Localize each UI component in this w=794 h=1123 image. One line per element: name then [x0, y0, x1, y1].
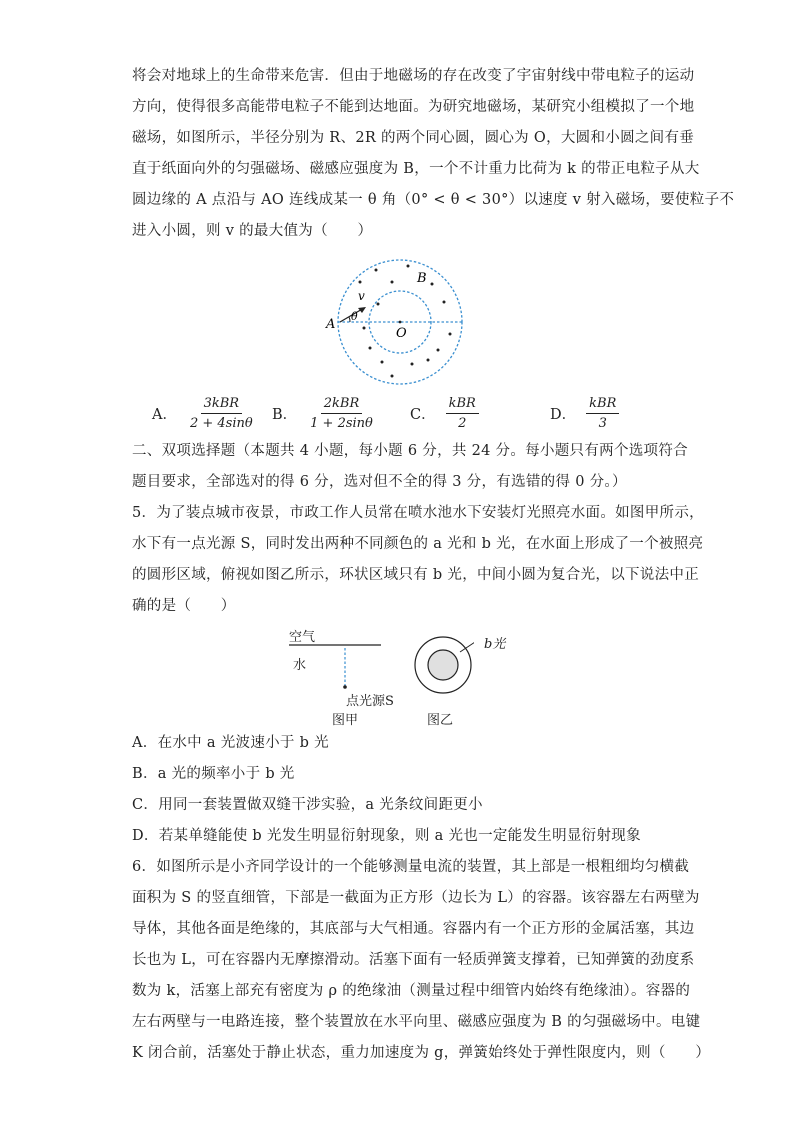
fraction-numerator: kBR [446, 396, 479, 414]
q4-line-3: 磁场，如图所示，半径分别为 R、2R 的两个同心圆，圆心为 O，大圆和小圆之间有垂 [132, 130, 695, 146]
q6-line-1: 6．如图所示是小齐同学设计的一个能够测量电流的装置，其上部是一根粗细均匀横截 [132, 859, 690, 875]
q4-option-d[interactable] [550, 396, 619, 431]
q6-line-7: K 闭合前，活塞处于静止状态，重力加速度为 g，弹簧始终处于弹性限度内，则（ ） [132, 1045, 711, 1061]
q5-line-4: 确的是（ ） [132, 598, 236, 614]
inner-disc [428, 650, 458, 680]
fraction-denominator: 1 + 2sinθ [310, 416, 373, 431]
fraction-denominator: 3 [598, 416, 607, 431]
fraction-denominator: 2 + 4sinθ [189, 416, 253, 431]
option-fraction [307, 396, 376, 431]
fig-source-label: 点光源S [346, 694, 394, 709]
fig-caption-jia: 图甲 [332, 713, 359, 728]
q4-line-6: 进入小圆，则 v 的最大值为（ ） [132, 223, 373, 239]
q4-line-2: 方向，使得很多高能带电粒子不能到达地面。为研究地磁场，某研究小组模拟了一个地 [132, 99, 695, 115]
fig-water-label: 水 [293, 658, 307, 673]
label-v: v [358, 289, 365, 303]
label-A: A [326, 317, 336, 332]
label-theta: θ [351, 310, 358, 323]
option-letter: D． [550, 407, 577, 423]
label-O: O [396, 326, 407, 341]
q6-line-6: 左右两壁与一电路连接，整个装置放在水平向里、磁感应强度为 B 的匀强磁场中。电键 [132, 1014, 701, 1030]
q5-choice-d[interactable]: D．若某单缝能使 b 光发生明显衍射现象，则 a 光也一定能发生明显衍射现象 [132, 828, 641, 844]
q6-line-2: 面积为 S 的竖直细管，下部是一截面为正方形（边长为 L）的容器。该容器左右两壁为 [132, 890, 700, 906]
magnetic-field-dots [359, 265, 452, 378]
option-letter: C． [410, 407, 436, 423]
fig-caption-yi: 图乙 [427, 713, 454, 728]
option-letter: A． [152, 407, 177, 423]
q4-line-1: 将会对地球上的生命带来危害．但由于地磁场的存在改变了宇宙射线中带电粒子的运动 [132, 68, 695, 84]
option-fraction [446, 396, 479, 431]
q4-line-5: 圆边缘的 A 点沿与 AO 连线成某一 θ 角（0° < θ < 30°）以速度 v 射入磁场，要使粒子不 [132, 192, 735, 208]
option-fraction [586, 396, 619, 431]
figure-yi [412, 634, 474, 696]
label-B: B [417, 271, 427, 286]
section2-line-2: 题目要求，全部选对的得 6 分，选对但不全的得 3 分，有选错的得 0 分。） [132, 474, 627, 490]
section2-line-1: 二、双项选择题（本题共 4 小题，每小题 6 分，共 24 分。每小题只有两个选项符合 [132, 443, 688, 459]
q5-line-2: 水下有一点光源 S，同时发出两种不同颜色的 a 光和 b 光，在水面上形成了一个被照亮 [132, 536, 704, 552]
q5-choice-b[interactable]: B．a 光的频率小于 b 光 [132, 766, 295, 782]
option-fraction [187, 396, 256, 431]
q5-line-1: 5．为了装点城市夜景，市政工作人员常在喷水池水下安装灯光照亮水面。如图甲所示， [132, 505, 704, 521]
light-source-dot [343, 685, 347, 689]
q4-option-b[interactable] [272, 396, 376, 431]
fraction-numerator: 2kBR [321, 396, 363, 414]
q5-choice-c[interactable]: C．用同一套装置做双缝干涉实验，a 光条纹间距更小 [132, 797, 483, 813]
q4-option-c[interactable] [410, 396, 479, 431]
fig-air-label: 空气 [289, 630, 316, 645]
fraction-denominator: 2 [458, 416, 467, 431]
option-letter: B． [272, 407, 298, 423]
q6-line-5: 数为 k，活塞上部充有密度为 ρ 的绝缘油（测量过程中细管内始终有绝缘油）。容器的 [132, 983, 691, 999]
fraction-numerator: 3kBR [201, 396, 243, 414]
q5-line-3: 的圆形区域，俯视如图乙所示，环状区域只有 b 光，中间小圆为复合光，以下说法中正 [132, 567, 699, 583]
q6-line-3: 导体，其他各面是绝缘的，其底部与大气相通。容器内有一个正方形的金属活塞，其边 [132, 921, 695, 937]
q4-option-a[interactable] [152, 396, 256, 431]
fraction-numerator: kBR [586, 396, 619, 414]
fig-b-light-label: b光 [484, 637, 506, 652]
concentric-circles-figure [320, 252, 480, 392]
q5-choice-a[interactable]: A．在水中 a 光波速小于 b 光 [132, 735, 329, 751]
q6-line-4: 长也为 L，可在容器内无摩擦滑动。活塞下面有一轻质弹簧支撑着，已知弹簧的劲度系 [132, 952, 695, 968]
q4-line-4: 直于纸面向外的匀强磁场、磁感应强度为 B，一个不计重力比荷为 k 的带正电粒子从大 [132, 161, 700, 177]
arrow-head-icon [358, 307, 366, 313]
theta-arc [349, 317, 350, 322]
